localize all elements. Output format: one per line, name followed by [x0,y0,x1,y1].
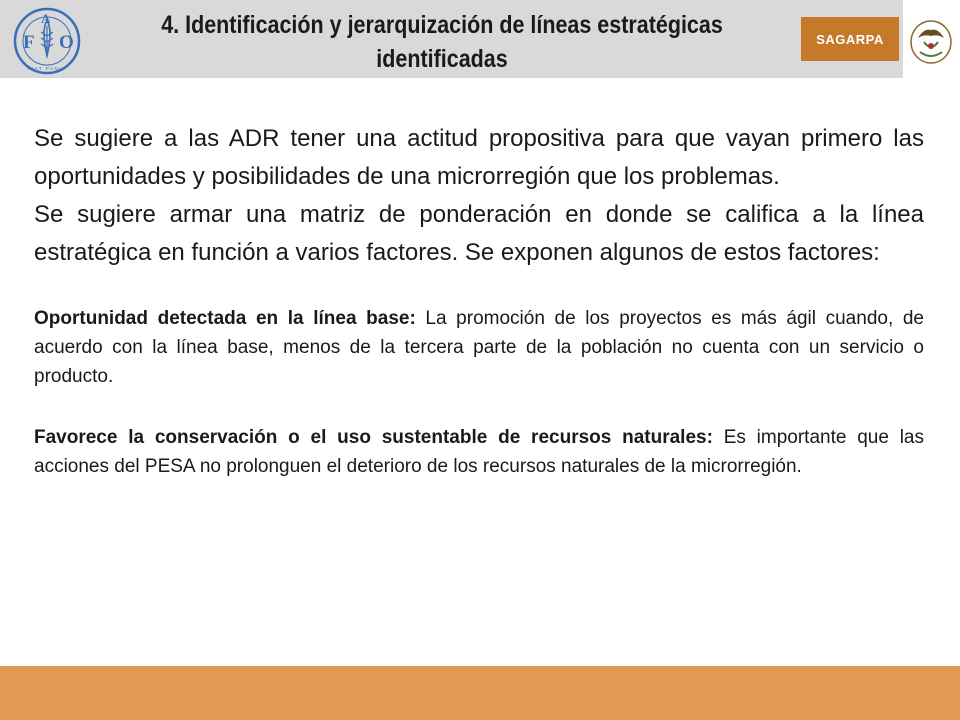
fao-letter-f: F [23,32,35,53]
slide-body [34,120,924,481]
sagarpa-logo: SAGARPA [801,17,899,61]
factor-1-text: La promoción de los proyectos es más ágil cuando, de acuerdo con la línea base, menos de la tercera parte de la población no cuenta con un servicio o producto. [34,308,924,387]
fao-motto: FIAT PANIS [27,66,67,71]
paragraph-2: Se sugiere armar una matriz de ponderación en donde se califica a la línea estratégica en función a varios factores. Se exponen algunos de estos factores: [34,201,924,266]
factor-2-title: Favorece la conservación o el uso sustentable de recursos naturales: [34,427,713,448]
fao-letter-o: O [59,32,74,53]
footer-bar [0,666,960,720]
title-line-2: identificadas [376,45,508,73]
factor-1-title: Oportunidad detectada en la línea base: [34,308,416,329]
header-bar [0,0,903,78]
fao-emblem-icon [10,6,84,76]
title-line-1: 4. Identificación y jerarquización de líneas estratégicas [161,11,723,39]
factor-1 [34,304,924,391]
paragraph-1: Se sugiere a las ADR tener una actitud propositiva para que vayan primero las oportunidades y posibilidades de una microrregión que los problemas. [34,125,924,190]
factor-2-text: Es importante que las acciones del PESA no prolonguen el deterioro de los recursos naturales de la microrregión. [34,427,924,477]
page-title [141,8,743,76]
factor-2 [34,423,924,481]
mexican-coat-of-arms-icon [906,12,956,68]
fao-letter-a: A [41,11,51,26]
